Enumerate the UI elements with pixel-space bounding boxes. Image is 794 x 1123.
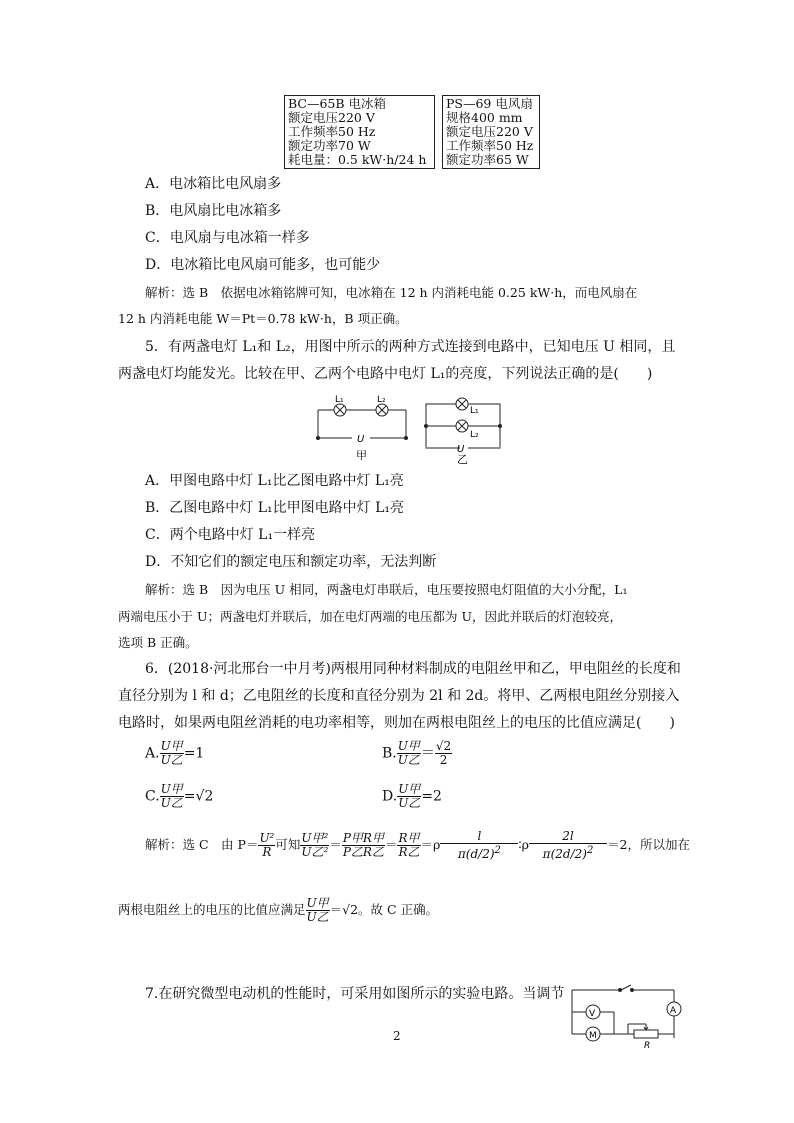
option-value: =2 bbox=[421, 788, 442, 805]
label-jia: 甲 bbox=[356, 449, 367, 462]
page-number: 2 bbox=[393, 1029, 401, 1043]
label-yi: 乙 bbox=[457, 453, 468, 466]
q5-explanation-line: 两端电压小于 U；两盏电灯并联后，加在电灯两端的电压都为 U，因此并联后的灯泡较亮， bbox=[118, 609, 623, 624]
q6-stem-line: 直径分别为 l 和 d；乙电阻丝的长度和直径分别为 2l 和 2d。将甲、乙两根电阻丝分别接入 bbox=[118, 688, 680, 704]
q7-stem: 7.在研究微型电动机的性能时，可采用如图所示的实验电路。当调节 bbox=[145, 986, 565, 1002]
fan-spec-box bbox=[442, 95, 540, 169]
rho-fraction: $\frac{l}{\pi(d/2)^2}$ bbox=[440, 830, 518, 861]
q4-option-a: A．电冰箱比电风扇多 bbox=[145, 176, 282, 192]
spec-line: 耗电量：0.5 kW·h/24 h bbox=[288, 152, 427, 167]
q6-option-a bbox=[145, 740, 204, 767]
option-label: A. bbox=[145, 745, 160, 762]
option-value: =√2 bbox=[183, 788, 214, 805]
label-U: U bbox=[357, 434, 365, 445]
q4-option-b: B．电风扇比电冰箱多 bbox=[145, 203, 282, 219]
label-L2: L₂ bbox=[470, 430, 479, 440]
q6-option-c bbox=[145, 783, 213, 810]
voltage-ratio-fraction: $\frac{\text{U甲}}{\text{U乙}}$ bbox=[398, 782, 421, 810]
q4-option-d: D．电冰箱比电风扇可能多，也可能少 bbox=[145, 257, 381, 273]
q5-option-d: D．不知它们的额定电压和额定功率，无法判断 bbox=[145, 554, 437, 570]
meter-v-label: V bbox=[589, 1009, 596, 1019]
q5-option-c: C．两个电路中灯 L₁一样亮 bbox=[145, 527, 316, 543]
option-label: C. bbox=[145, 788, 160, 805]
spec-line: 工作频率50 Hz bbox=[446, 138, 534, 153]
q5-stem-line: 两盏电灯均能发光。比较在甲、乙两个电路中电灯 L₁的亮度，下列说法正确的是( ) bbox=[118, 366, 653, 382]
spec-line: 额定功率65 W bbox=[446, 152, 529, 167]
voltage-ratio-fraction: $\frac{\text{U甲}}{\text{U乙}}$ bbox=[397, 739, 420, 767]
q5-stem-line: 5．有两盏电灯 L₁和 L₂，用图中所示的两种方式连接到电路中，已知电压 U 相同，且 bbox=[145, 339, 676, 355]
option-label: D. bbox=[382, 788, 398, 805]
label-L1: L₁ bbox=[470, 406, 479, 416]
q5-explanation-line: 选项 B 正确。 bbox=[118, 635, 198, 650]
label-L2: L₂ bbox=[377, 395, 386, 405]
option-value: =1 bbox=[183, 745, 205, 762]
spec-line: 规格400 mm bbox=[446, 110, 523, 125]
q6-option-b: B. $\frac{\text{U甲}}{\text{U乙}}$ ＝ $\frac{√2}{2}$ bbox=[382, 739, 452, 767]
voltage-ratio-fraction: $\frac{\text{U甲}}{\text{U乙}}$ bbox=[160, 782, 183, 810]
q6-option-d bbox=[382, 783, 442, 810]
q7-circuit-figure bbox=[568, 980, 688, 1050]
circuit-yi bbox=[425, 398, 502, 448]
meter-a-label: A bbox=[670, 1006, 677, 1016]
motor-m-label: M bbox=[589, 1031, 597, 1041]
q4-explanation-line: 解析：选 B 依据电冰箱铭牌可知，电冰箱在 12 h 内消耗电能 0.25 kW·h，而电风扇在 bbox=[145, 285, 638, 300]
spec-line: 额定电压220 V bbox=[446, 124, 533, 139]
q6-stem-line: 电路时，如果两电阻丝消耗的电功率相等，则加在两根电阻丝上的电压的比值应满足( ) bbox=[118, 715, 675, 731]
q5-option-a: A．甲图电路中灯 L₁比乙图电路中灯 L₁亮 bbox=[145, 473, 404, 489]
q6-explanation-line: 两根电阻丝上的电压的比值应满足 $\frac{\text{U甲}}{\text{U乙}}$ ＝√2。故 C 正确。 bbox=[118, 896, 439, 924]
option-label: B. bbox=[382, 745, 397, 762]
q6-stem-line: 6．(2018·河北邢台一中月考)两根用同种材料制成的电阻丝甲和乙，甲电阻丝的长度和 bbox=[145, 661, 681, 677]
spec-line: BC—65B 电冰箱 bbox=[288, 96, 387, 111]
resistor-r-label: R bbox=[644, 1041, 651, 1050]
fridge-spec-box bbox=[284, 95, 435, 169]
voltage-ratio-fraction: $\frac{\text{U甲}}{\text{U乙}}$ bbox=[160, 739, 183, 767]
q6-explanation-line: 解析：选 C 由 P＝ $\frac{\text{U²}}{R}$ 可知 $\frac{\text{U甲²}}{\text{U乙²}}$ ＝ $\frac{\text{P甲R甲}}{\text{P乙R乙}}$ ＝ $\frac{\text{R甲}}{\text{R乙}}$ ＝ρ $\frac{l}{\pi(d/2)^2}$ ∶ρ $\frac{2l}{\pi(2d/2)^2}$ ＝2，所以加在 bbox=[145, 829, 690, 861]
spec-line: 额定电压220 V bbox=[288, 110, 375, 125]
q5-explanation-line: 解析：选 B 因为电压 U 相同，两盏电灯串联后，电压要按照电灯阻值的大小分配，L₁ bbox=[145, 582, 628, 597]
q5-option-b: B．乙图电路中灯 L₁比甲图电路中灯 L₁亮 bbox=[145, 500, 405, 516]
q4-explanation-line: 12 h 内消耗电能 W＝Pt＝0.78 kW·h，B 项正确。 bbox=[118, 311, 408, 326]
q5-circuit-figure bbox=[312, 392, 512, 466]
spec-line: PS—69 电风扇 bbox=[446, 96, 533, 111]
label-L1: L₁ bbox=[335, 395, 344, 405]
label-U: U bbox=[457, 444, 465, 455]
option-value-fraction: $\frac{√2}{2}$ bbox=[435, 739, 452, 767]
q4-option-c: C．电风扇与电冰箱一样多 bbox=[145, 230, 310, 246]
spec-line: 工作频率50 Hz bbox=[288, 124, 376, 139]
spec-line: 额定功率70 W bbox=[288, 138, 371, 153]
rho-fraction: $\frac{2l}{\pi(2d/2)^2}$ bbox=[529, 830, 607, 861]
